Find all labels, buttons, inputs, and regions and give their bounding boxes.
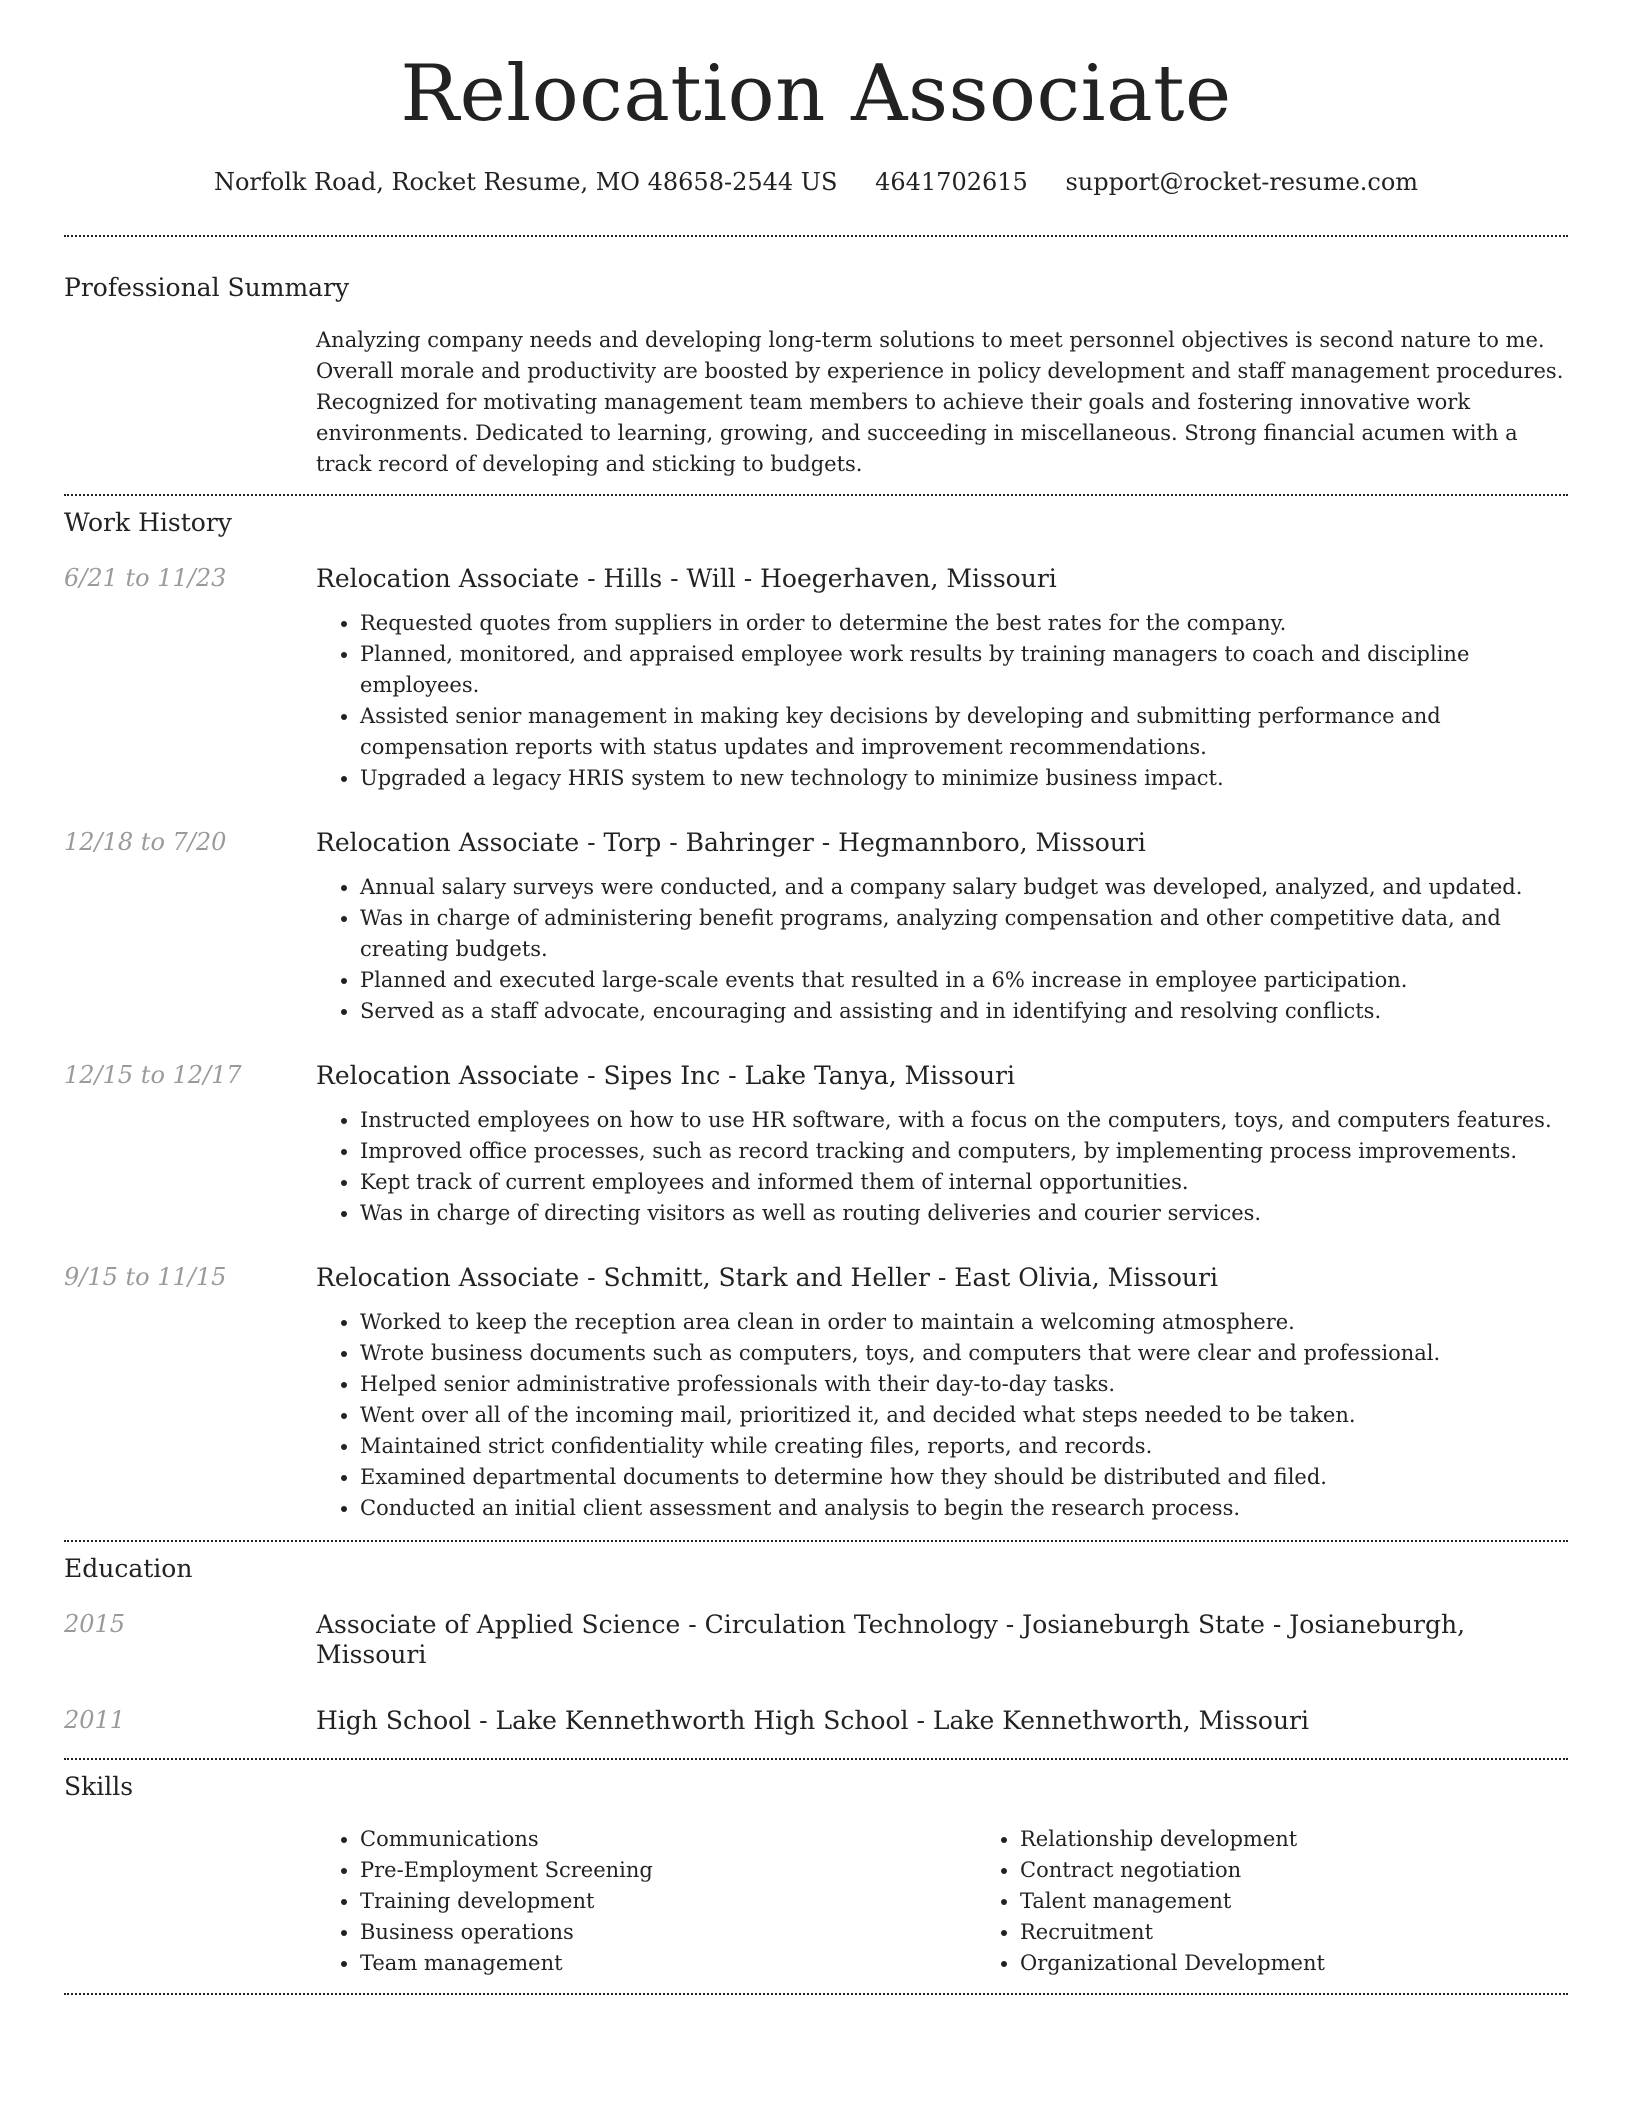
work-history-heading: Work History — [64, 507, 232, 537]
education-heading: Education — [64, 1553, 193, 1583]
list-item: • Conducted an initial client assessment and analysis to begin the research process. — [360, 1493, 1568, 1524]
list-item: • Instructed employees on how to use HR software, with a focus on the computers, toys, and computers features. — [360, 1105, 1568, 1136]
job-bullets — [316, 1105, 1568, 1229]
job-title: Relocation Associate - Schmitt, Stark and Heller - East Olivia, Missouri — [316, 1262, 1218, 1292]
job-title: Relocation Associate - Hills - Will - Hoegerhaven, Missouri — [316, 563, 1057, 593]
education-section — [64, 1542, 1568, 1736]
job-dates: 12/18 to 7/20 — [64, 827, 227, 856]
list-item: • Business operations — [360, 1917, 976, 1948]
job-entry — [64, 1061, 1568, 1229]
education-entry — [64, 1610, 1568, 1670]
list-item: • Served as a staff advocate, encouraging and assisting and in identifying and resolving conflicts. — [360, 996, 1568, 1027]
list-item: • Helped senior administrative professionals with their day-to-day tasks. — [360, 1369, 1568, 1400]
contact-line — [64, 168, 1568, 197]
education-entry — [64, 1706, 1568, 1736]
job-entry — [64, 1263, 1568, 1524]
list-item: • Improved office processes, such as record tracking and computers, by implementing process improvements. — [360, 1136, 1568, 1167]
list-item: • Recruitment — [1020, 1917, 1632, 1948]
list-item: • Planned and executed large-scale events that resulted in a 6% increase in employee participation. — [360, 965, 1568, 996]
job-bullets — [316, 872, 1568, 1027]
job-dates: 6/21 to 11/23 — [64, 563, 227, 592]
list-item: • Was in charge of administering benefit programs, analyzing compensation and other competitive data, and creating budgets. — [360, 903, 1568, 965]
job-entry — [64, 828, 1568, 1027]
job-dates: 9/15 to 11/15 — [64, 1262, 227, 1291]
education-text: Associate of Applied Science - Circulation Technology - Josianeburgh State - Josianeburgh, Missouri — [316, 1609, 1466, 1669]
list-item: • Contract negotiation — [1020, 1855, 1632, 1886]
skills-columns — [316, 1824, 1632, 1979]
list-item: • Went over all of the incoming mail, prioritized it, and decided what steps needed to be taken. — [360, 1400, 1568, 1431]
skills-spacer — [64, 1824, 316, 1979]
list-item: • Examined departmental documents to determine how they should be distributed and filed. — [360, 1462, 1568, 1493]
job-bullets — [316, 1307, 1568, 1524]
education-year: 2015 — [64, 1609, 126, 1638]
job-title: Relocation Associate - Sipes Inc - Lake Tanya, Missouri — [316, 1060, 1015, 1090]
list-item: • Talent management — [1020, 1886, 1632, 1917]
education-text: High School - Lake Kennethworth High School - Lake Kennethworth, Missouri — [316, 1705, 1310, 1735]
skills-heading: Skills — [64, 1771, 134, 1801]
contact-email: support@rocket-resume.com — [1065, 167, 1419, 196]
summary-spacer — [64, 325, 316, 480]
list-item: • Planned, monitored, and appraised employee work results by training managers to coach and discipline employees. — [360, 639, 1568, 701]
job-title: Relocation Associate - Torp - Bahringer - Hegmannboro, Missouri — [316, 827, 1146, 857]
summary-heading: Professional Summary — [64, 272, 350, 302]
contact-phone: 4641702615 — [875, 167, 1028, 196]
list-item: • Wrote business documents such as computers, toys, and computers that were clear and professional. — [360, 1338, 1568, 1369]
skills-list-right — [976, 1824, 1632, 1979]
list-item: • Kept track of current employees and informed them of internal opportunities. — [360, 1167, 1568, 1198]
work-history-section — [64, 496, 1568, 1524]
summary-text: Analyzing company needs and developing long-term solutions to meet personnel objectives is second nature to me. Overall morale and productivity are boosted by experience in policy development and staff management procedures. Recognized for motivating management team members to achieve their goals and fostering innovative work environments. Dedicated to learning, growing, and succeeding in miscellaneous. Strong financial acumen with a track record of developing and sticking to budgets. — [316, 327, 1564, 476]
list-item: • Relationship development — [1020, 1824, 1632, 1855]
list-item: • Annual salary surveys were conducted, and a company salary budget was developed, analyzed, and updated. — [360, 872, 1568, 903]
list-item: • Was in charge of directing visitors as well as routing deliveries and courier services. — [360, 1198, 1568, 1229]
list-item: • Assisted senior management in making key decisions by developing and submitting performance and compensation reports with status updates and improvement recommendations. — [360, 701, 1568, 763]
list-item: • Training development — [360, 1886, 976, 1917]
list-item: • Communications — [360, 1824, 976, 1855]
list-item: • Upgraded a legacy HRIS system to new technology to minimize business impact. — [360, 763, 1568, 794]
list-item: • Requested quotes from suppliers in order to determine the best rates for the company. — [360, 608, 1568, 639]
list-item: • Maintained strict confidentiality while creating files, reports, and records. — [360, 1431, 1568, 1462]
list-item: • Organizational Development — [1020, 1948, 1632, 1979]
summary-section — [64, 237, 1568, 480]
list-item: • Worked to keep the reception area clean in order to maintain a welcoming atmosphere. — [360, 1307, 1568, 1338]
job-bullets — [316, 608, 1568, 794]
education-year: 2011 — [64, 1705, 126, 1734]
resume-header — [64, 0, 1568, 197]
contact-address: Norfolk Road, Rocket Resume, MO 48658-2544 US — [213, 167, 838, 196]
section-divider — [64, 1993, 1568, 1995]
job-entry — [64, 564, 1568, 794]
job-dates: 12/15 to 12/17 — [64, 1060, 242, 1089]
list-item: • Pre-Employment Screening — [360, 1855, 976, 1886]
list-item: • Team management — [360, 1948, 976, 1979]
skills-list-left — [316, 1824, 976, 1979]
skills-section — [64, 1760, 1568, 1979]
candidate-name: Relocation Associate — [400, 49, 1232, 139]
